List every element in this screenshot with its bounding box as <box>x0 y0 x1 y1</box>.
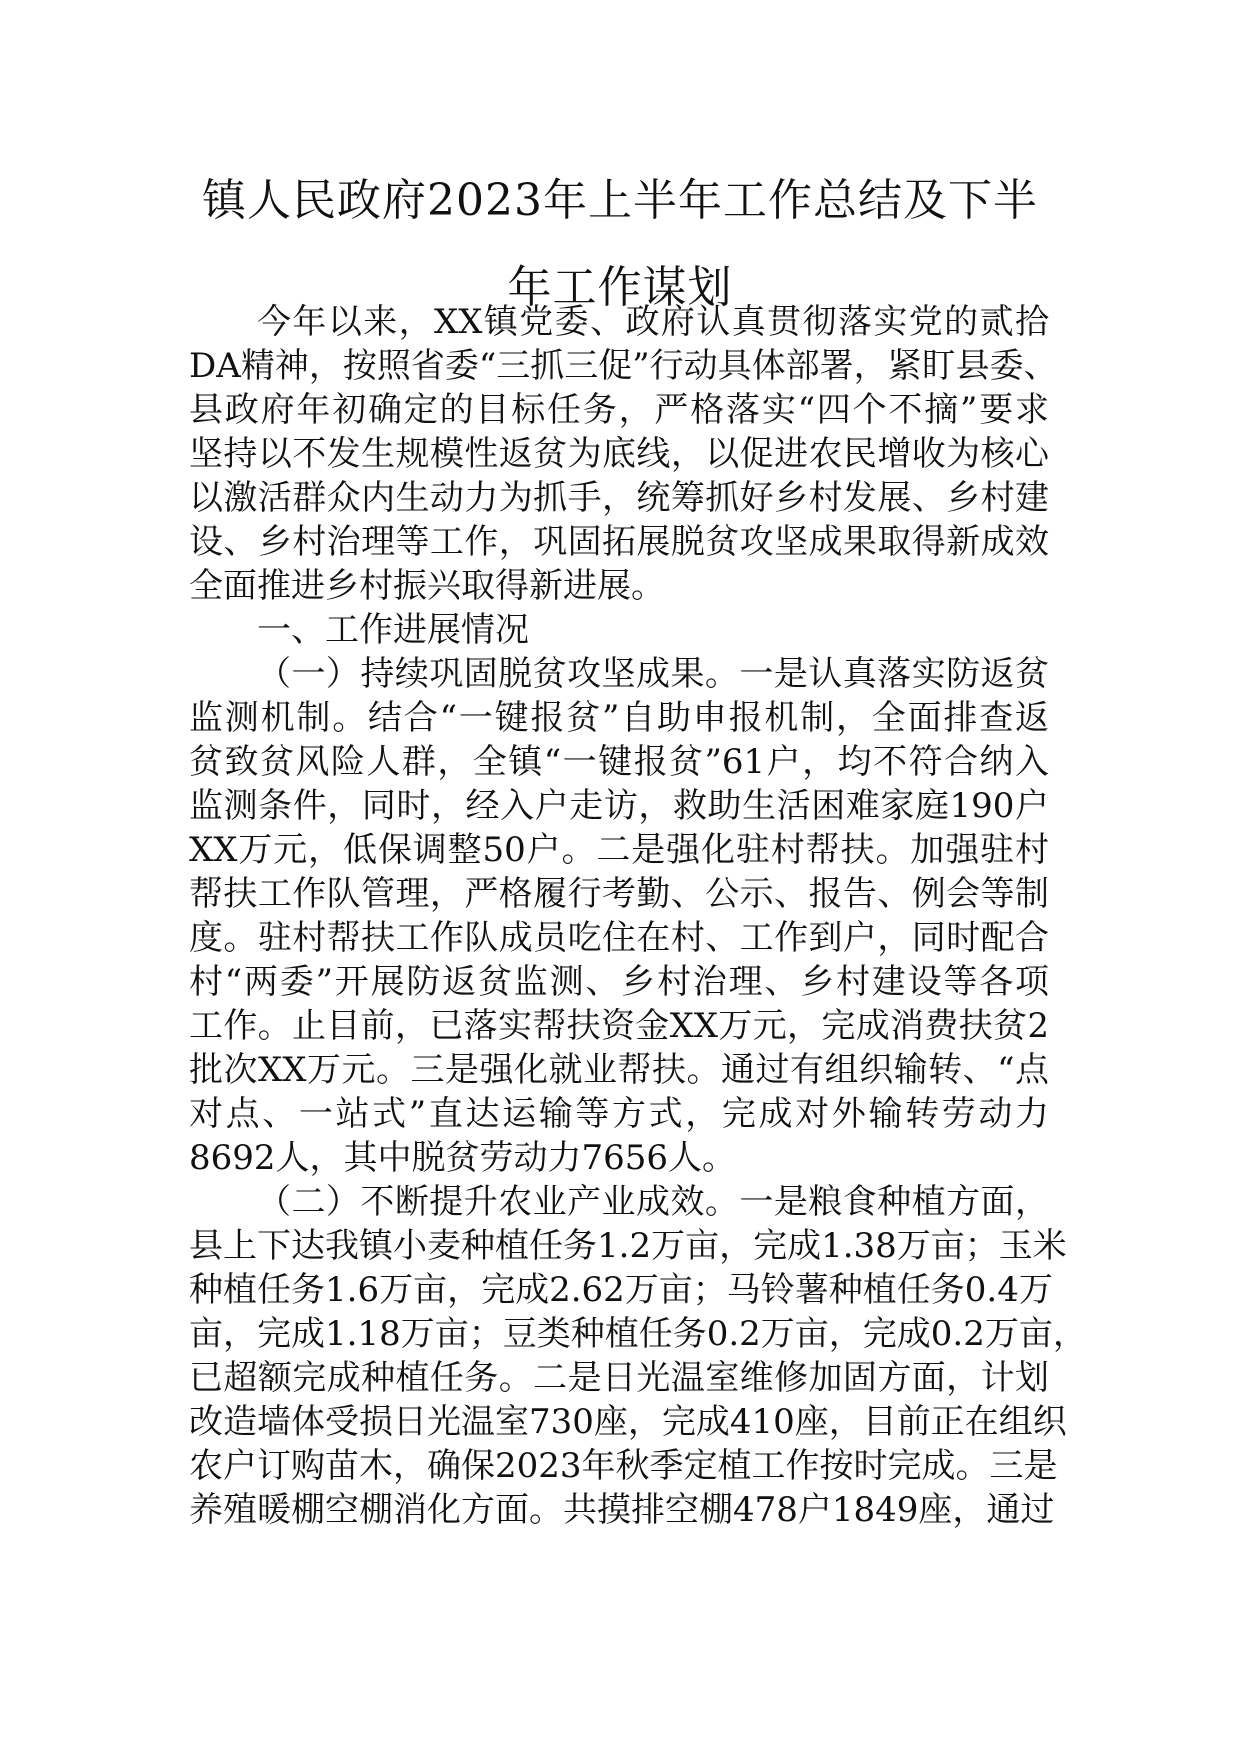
paragraph-line: 监测机制。结合“一键报贫”自助申报机制，全面排查返 <box>189 698 1049 738</box>
paragraph-line: 县上下达我镇小麦种植任务1.2万亩，完成1.38万亩；玉米 <box>189 1226 1067 1266</box>
section-heading: 一、工作进展情况 <box>257 610 529 650</box>
paragraph-line: 设、乡村治理等工作，巩固拓展脱贫攻坚成果取得新成效 <box>189 522 1049 562</box>
paragraph-line: 工作。止目前，已落实帮扶资金XX万元，完成消费扶贫2 <box>189 1006 1049 1046</box>
paragraph-line: 监测条件，同时，经入户走访，救助生活困难家庭190户 <box>189 786 1049 826</box>
paragraph-line: DA精神，按照省委“三抓三促”行动具体部署，紧盯县委、 <box>189 346 1058 386</box>
paragraph-line: 养殖暖棚空棚消化方面。共摸排空棚478户1849座，通过 <box>189 1490 1055 1530</box>
paragraph-line: XX万元，低保调整50户。二是强化驻村帮扶。加强驻村 <box>189 830 1049 870</box>
document-title-line-2: 年工作谋划 <box>507 262 733 313</box>
document-title-line-1: 镇人民政府2023年上半年工作总结及下半 <box>202 175 1038 226</box>
paragraph-line: 批次XX万元。三是强化就业帮扶。通过有组织输转、“点 <box>189 1050 1049 1090</box>
paragraph-line: 坚持以不发生规模性返贫为底线，以促进农民增收为核心 <box>189 434 1049 474</box>
paragraph-line: 已超额完成种植任务。二是日光温室维修加固方面，计划 <box>189 1358 1049 1398</box>
paragraph-line: 度。驻村帮扶工作队成员吃住在村、工作到户，同时配合 <box>189 918 1049 958</box>
paragraph-line: 帮扶工作队管理，严格履行考勤、公示、报告、例会等制 <box>189 874 1049 914</box>
paragraph-line: 贫致贫风险人群，全镇“一键报贫”61户，均不符合纳入 <box>189 742 1049 782</box>
paragraph-line: 农户订购苗木，确保2023年秋季定植工作按时完成。三是 <box>189 1446 1058 1486</box>
paragraph-line: 今年以来，XX镇党委、政府认真贯彻落实党的贰拾 <box>257 302 1049 342</box>
paragraph-line: 种植任务1.6万亩，完成2.62万亩；马铃薯种植任务0.4万 <box>189 1270 1053 1310</box>
paragraph-line: 8692人，其中脱贫劳动力7656人。 <box>189 1138 737 1178</box>
paragraph-line: 亩，完成1.18万亩；豆类种植任务0.2万亩，完成0.2万亩， <box>189 1314 1087 1354</box>
paragraph-line: （二）不断提升农业产业成效。一是粮食种植方面， <box>257 1182 1049 1222</box>
paragraph-line: 以激活群众内生动力为抓手，统筹抓好乡村发展、乡村建 <box>189 478 1049 518</box>
paragraph-line: 改造墙体受损日光温室730座，完成410座，目前正在组织 <box>189 1402 1067 1442</box>
paragraph-line: 全面推进乡村振兴取得新进展。 <box>189 566 665 606</box>
paragraph-line: 村“两委”开展防返贫监测、乡村治理、乡村建设等各项 <box>189 962 1049 1002</box>
paragraph-line: 县政府年初确定的目标任务，严格落实“四个不摘”要求 <box>189 390 1049 430</box>
paragraph-line: （一）持续巩固脱贫攻坚成果。一是认真落实防返贫 <box>257 654 1049 694</box>
paragraph-line: 对点、一站式”直达运输等方式，完成对外输转劳动力 <box>189 1094 1049 1134</box>
